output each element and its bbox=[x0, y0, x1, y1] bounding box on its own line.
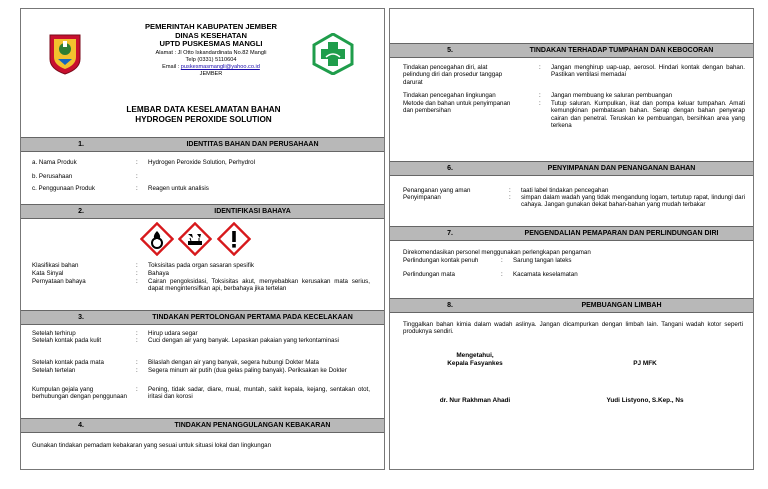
health-cross-logo bbox=[312, 33, 354, 75]
field-label: Setelah kontak pada kulit bbox=[32, 337, 102, 344]
section-title: IDENTITAS BAHAN DAN PERUSAHAAN bbox=[186, 141, 319, 148]
field-colon: : bbox=[539, 100, 541, 107]
field-colon: : bbox=[136, 159, 138, 166]
field-label: Klasifikasi bahan bbox=[32, 262, 79, 269]
field-colon: : bbox=[136, 262, 138, 269]
section-header-4 bbox=[21, 418, 384, 433]
pj-role: PJ MFK bbox=[633, 360, 657, 367]
field-label: Perlindungan mata bbox=[403, 271, 455, 278]
field-label: Penyimpanan bbox=[403, 194, 441, 201]
section-title: IDENTIFIKASI BAHAYA bbox=[214, 208, 291, 215]
field-value: Toksisitas pada organ sasaran spesifik bbox=[148, 262, 254, 269]
field-value: Reagen untuk analisis bbox=[148, 185, 209, 192]
regency-emblem-logo bbox=[48, 33, 82, 75]
field-label: a. Nama Produk bbox=[32, 159, 77, 166]
letterhead-email-line bbox=[111, 64, 311, 71]
head-role: Kepala Fasyankes bbox=[447, 359, 503, 367]
field-label: Setelah tertelan bbox=[32, 367, 76, 374]
section-title: PENYIMPANAN DAN PENANGANAN BAHAN bbox=[547, 165, 696, 172]
field-label: Penanganan yang aman bbox=[403, 187, 471, 194]
section-header-2 bbox=[21, 204, 384, 219]
letterhead-city: JEMBER bbox=[199, 71, 223, 77]
section-header-7 bbox=[390, 226, 753, 241]
field-label: Setelah kontak pada mata bbox=[32, 359, 104, 366]
field-value: Hirup udara segar bbox=[148, 330, 198, 337]
s7-intro: Direkomendasikan personel menggunakan perlengkapan pengaman bbox=[403, 249, 591, 256]
section-number: 3. bbox=[78, 314, 84, 321]
field-value: Cuci dengan air yang banyak. Lepaskan pakaian yang terkontaminasi bbox=[148, 337, 339, 344]
field-colon: : bbox=[136, 386, 138, 393]
field-value: Segera minum air putih (dua gelas paling banyak). Periksakan ke Dokter bbox=[148, 367, 347, 374]
section-title: PENGENDALIAN PEMAPARAN DAN PERLINDUNGAN DIRI bbox=[524, 230, 719, 237]
section-title: TINDAKAN PENANGGULANGAN KEBAKARAN bbox=[174, 422, 331, 429]
section-header-3 bbox=[21, 310, 384, 325]
field-colon: : bbox=[539, 64, 541, 71]
field-value: Tutup saluran. Kumpulkan, ikat dan pompa keluar tumpahan. Amati kemungkinan pembatasan bahan. Serap dengan bahan penyerap cairan dan penetral. Teruskan ke pembuangan, bersihkan area yang terkena bbox=[551, 100, 745, 129]
field-value: simpan dalam wadah yang tidak mengandung logam, tertutup rapat, lindungi dari cahaya. Jangan gunakan dekat bahan-bahan yang mudah terbakar bbox=[521, 194, 745, 209]
section-title: TINDAKAN TERHADAP TUMPAHAN DAN KEBOCORAN bbox=[529, 47, 714, 54]
field-colon: : bbox=[509, 194, 511, 201]
doc-title-line2: HYDROGEN PEROXIDE SOLUTION bbox=[135, 115, 272, 124]
head-name: dr. Nur Rakhman Ahadi bbox=[439, 397, 511, 404]
letterhead-line2: DINAS KESEHATAN bbox=[175, 30, 247, 40]
email-label: Email : bbox=[162, 64, 181, 70]
field-label: Metode dan bahan untuk penyimpanan dan pembersihan bbox=[403, 100, 511, 115]
field-value: Kacamata keselamatan bbox=[513, 271, 578, 278]
section-number: 5. bbox=[447, 47, 453, 54]
field-value: Sarung tangan lateks bbox=[513, 257, 572, 264]
section-header-1 bbox=[21, 137, 384, 152]
acknowledged-label: Mengetahui, bbox=[456, 352, 494, 359]
section-title: TINDAKAN PERTOLONGAN PERTAMA PADA KECELAKAAN bbox=[152, 314, 353, 321]
s4-text: Gunakan tindakan pemadam kebakaran yang sesuai untuk situasi lokal dan lingkungan bbox=[32, 442, 272, 449]
section-number: 4. bbox=[78, 422, 84, 429]
field-colon: : bbox=[136, 330, 138, 337]
signature-left-block bbox=[420, 352, 530, 367]
field-value: Bilaslah dengan air yang banyak, segera hubungi Dokter Mata bbox=[148, 359, 319, 366]
field-value: Jangan membuang ke saluran pembuangan bbox=[551, 92, 673, 99]
section-title: PEMBUANGAN LIMBAH bbox=[581, 302, 662, 309]
section-header-6 bbox=[390, 161, 753, 176]
field-label: Tindakan pencegahan diri, alat pelindung diri dan prosedur tanggap darurat bbox=[403, 64, 503, 86]
field-colon: : bbox=[501, 257, 503, 264]
field-colon: : bbox=[136, 278, 138, 285]
field-value: taati label tindakan pencegahan bbox=[521, 187, 609, 194]
letterhead-phone: Telp (0331) 5110604 bbox=[185, 57, 237, 63]
field-colon: : bbox=[136, 359, 138, 366]
field-colon: : bbox=[136, 367, 138, 374]
field-label: Kata Sinyal bbox=[32, 270, 64, 277]
field-value: Pening, tidak sadar, diare, mual, muntah, sakit kepala, kejang, sentakan otot, iritasi dan korosi bbox=[148, 386, 370, 401]
corrosion-icon bbox=[178, 222, 212, 256]
field-label: b. Perusahaan bbox=[32, 173, 73, 180]
field-colon: : bbox=[501, 271, 503, 278]
section-header-8 bbox=[390, 298, 753, 313]
field-label: c. Penggunaan Produk bbox=[32, 185, 95, 192]
field-value: Hydrogen Peroxide Solution, Perhydrol bbox=[148, 159, 255, 166]
field-label: Setelah terhirup bbox=[32, 330, 76, 337]
left-page bbox=[20, 8, 385, 470]
right-page bbox=[389, 8, 754, 470]
section-number: 2. bbox=[78, 208, 84, 215]
field-value: Jangan menghirup uap-uap, aerosol. Hindari kontak dengan bahan. Pastikan ventilasi memadai bbox=[551, 64, 745, 79]
section-header-5 bbox=[390, 43, 753, 58]
field-colon: : bbox=[136, 270, 138, 277]
section-number: 7. bbox=[447, 230, 453, 237]
field-label: Perlindungan kontak penuh bbox=[403, 257, 479, 264]
letterhead-address: Alamat : Jl Otto Iskandardinata No.82 Mangli bbox=[155, 50, 267, 56]
field-colon: : bbox=[509, 187, 511, 194]
flame-over-circle-icon bbox=[140, 222, 174, 256]
pj-name: Yudi Listyono, S.Kep., Ns bbox=[606, 397, 684, 404]
section-number: 1. bbox=[78, 141, 84, 148]
field-colon: : bbox=[136, 337, 138, 344]
field-value: Bahaya bbox=[148, 270, 169, 277]
section-number: 6. bbox=[447, 165, 453, 172]
s8-text: Tinggalkan bahan kimia dalam wadah aslinya. Jangan dicampurkan dengan limbah lain. Tangani wadah kotor seperti produknya sendiri. bbox=[403, 321, 743, 336]
field-label: Pernyataan bahaya bbox=[32, 278, 86, 285]
section-number: 8. bbox=[447, 302, 453, 309]
field-label: Tindakan pencegahan lingkungan bbox=[403, 92, 496, 99]
email-link[interactable]: puskesmasmangli@yahoo.co.id bbox=[180, 64, 260, 70]
doc-title-line1: LEMBAR DATA KESELAMATAN BAHAN bbox=[126, 105, 281, 114]
letterhead-line1: PEMERINTAH KABUPATEN JEMBER bbox=[144, 22, 278, 31]
field-colon: : bbox=[136, 185, 138, 192]
exclamation-mark-icon bbox=[217, 222, 251, 256]
field-label: Kumpulan gejala yang berhubungan dengan penggunaan bbox=[32, 386, 127, 401]
field-colon: : bbox=[539, 92, 541, 99]
field-value: Cairan pengoksidasi, Toksisitas akut, menyebabkan kerusakan mata serius, dapat mengintensifkan api, berbahaya jika tertelan bbox=[148, 278, 370, 293]
letterhead-line3: UPTD PUSKESMAS MANGLI bbox=[159, 39, 263, 48]
field-colon: : bbox=[136, 173, 138, 180]
